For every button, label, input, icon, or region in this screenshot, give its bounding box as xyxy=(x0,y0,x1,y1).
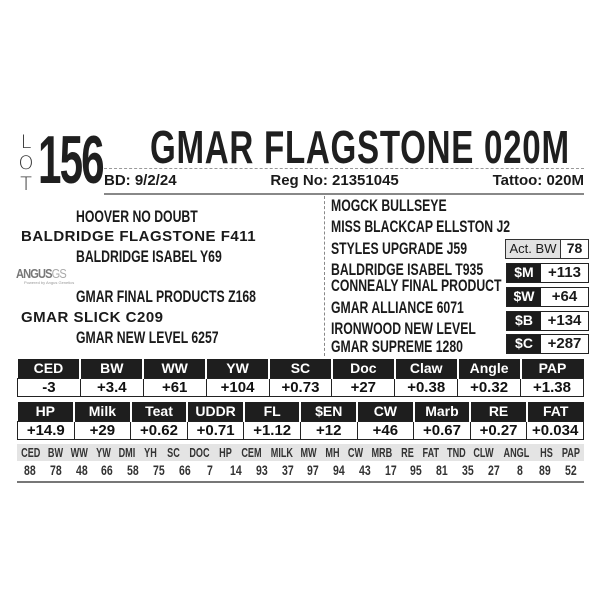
percentile-value: 58 xyxy=(127,462,139,478)
percentile-value: 37 xyxy=(281,462,294,478)
lot-letter-l: L xyxy=(20,131,32,153)
pedigree-right-7: IRONWOOD NEW LEVEL xyxy=(331,319,476,338)
percentile-header: CW xyxy=(347,445,363,460)
dollar-index-c xyxy=(506,334,589,354)
percentile-header: MW xyxy=(300,445,318,460)
percentile-value: 48 xyxy=(75,462,88,478)
info-divider xyxy=(104,193,584,195)
dollar-index-label: $W xyxy=(507,288,541,306)
percentile-value: 93 xyxy=(255,462,268,478)
percentile-value: 14 xyxy=(230,462,242,478)
percentile-header: FAT xyxy=(422,445,440,460)
animal-info-row xyxy=(104,170,584,192)
percentile-value: 8 xyxy=(516,462,523,478)
epd-header: RE xyxy=(470,402,527,422)
percentile-header: MRB xyxy=(370,445,392,460)
epd-header: BW xyxy=(80,359,143,379)
epd-header: CW xyxy=(357,402,414,422)
percentile-value: 97 xyxy=(307,462,320,478)
dollar-index-w xyxy=(506,287,589,307)
epd-value: +12 xyxy=(300,422,357,440)
pedigree-right-2: MISS BLACKCAP ELLSTON J2 xyxy=(331,217,511,236)
percentile-header: DOC xyxy=(189,445,210,460)
epd-header-row xyxy=(18,359,584,379)
percentile-value: 35 xyxy=(462,462,474,478)
pedigree-dam-sire: GMAR FINAL PRODUCTS Z168 xyxy=(76,287,256,306)
epd-header: $EN xyxy=(300,402,357,422)
title-divider xyxy=(104,168,584,169)
percentile-header: RE xyxy=(401,445,414,460)
percentile-value: 95 xyxy=(410,462,423,478)
angus-logo-tagline: Powered by Angus Genetics xyxy=(24,280,75,285)
pedigree-right-5: CONNEALY FINAL PRODUCT xyxy=(331,276,502,295)
lot-number: 156 xyxy=(38,122,103,198)
bottom-divider xyxy=(17,481,584,483)
tattoo: Tattoo: 020M xyxy=(492,172,584,189)
dollar-index-label: $B xyxy=(507,312,541,330)
dollar-index-value: +64 xyxy=(541,288,588,306)
dollar-index-m xyxy=(506,263,589,283)
epd-value: +27 xyxy=(332,379,395,397)
dollar-index-label: $C xyxy=(507,335,541,353)
epd-header: SC xyxy=(269,359,332,379)
angus-logo-text: ANGUSGS xyxy=(16,266,66,281)
epd-header: PAP xyxy=(521,359,584,379)
epd-header: FL xyxy=(244,402,301,422)
dollar-index-value: +287 xyxy=(541,335,588,353)
percentile-header: MH xyxy=(324,445,340,460)
percentile-header: HS xyxy=(540,445,553,460)
epd-header: WW xyxy=(143,359,206,379)
epd-value: +0.71 xyxy=(187,422,244,440)
epd-header: FAT xyxy=(527,402,584,422)
epd-header: Doc xyxy=(332,359,395,379)
dollar-index-value: +113 xyxy=(541,264,588,282)
epd-header: Milk xyxy=(74,402,131,422)
epd-value: +0.27 xyxy=(470,422,527,440)
percentile-value: 78 xyxy=(49,462,62,478)
actual-bw-value: 78 xyxy=(566,240,583,256)
epd-value: +61 xyxy=(143,379,206,397)
epd-value: +0.62 xyxy=(131,422,188,440)
registration-number: Reg No: 21351045 xyxy=(270,172,399,189)
pedigree-right-3: STYLES UPGRADE J59 xyxy=(331,239,468,258)
animal-name: GMAR FLAGSTONE 020M xyxy=(150,121,570,173)
pedigree-dam: GMAR SLICK C209 xyxy=(21,309,164,326)
percentile-header: CEM xyxy=(241,445,262,460)
percentile-header: WW xyxy=(71,445,89,460)
epd-header-row xyxy=(18,402,584,422)
pedigree-sire: BALDRIDGE FLAGSTONE F411 xyxy=(21,228,257,245)
percentile-header-row xyxy=(17,444,584,461)
epd-header: HP xyxy=(18,402,75,422)
percentile-header: YH xyxy=(144,445,157,460)
percentile-value: 88 xyxy=(24,462,36,478)
epd-value: +1.12 xyxy=(244,422,301,440)
percentile-header: SC xyxy=(167,445,180,460)
percentile-header: YW xyxy=(96,445,111,460)
epd-value: +0.38 xyxy=(395,379,458,397)
epd-value: +46 xyxy=(357,422,414,440)
epd-value: +0.67 xyxy=(414,422,471,440)
pedigree-right-1: MOGCK BULLSEYE xyxy=(331,196,447,215)
dollar-index-b xyxy=(506,311,589,331)
epd-header: CED xyxy=(18,359,81,379)
percentile-header: MILK xyxy=(270,445,293,460)
epd-value: -3 xyxy=(18,379,81,397)
angus-gs-logo xyxy=(16,265,75,287)
percentile-value: 75 xyxy=(152,462,165,478)
epd-value: +14.9 xyxy=(18,422,75,440)
pedigree-right-6: GMAR ALLIANCE 6071 xyxy=(331,298,464,317)
percentile-value: 66 xyxy=(178,462,191,478)
percentile-header: BW xyxy=(48,445,64,460)
percentile-value: 94 xyxy=(333,462,345,478)
percentile-header: DMI xyxy=(118,445,136,460)
lot-letter-o: O xyxy=(18,152,34,174)
percentile-value: 27 xyxy=(487,462,500,478)
epd-value: +1.38 xyxy=(521,379,584,397)
epd-header: Claw xyxy=(395,359,458,379)
epd-value: +0.73 xyxy=(269,379,332,397)
percentile-header: HP xyxy=(218,445,232,460)
percentile-value: 17 xyxy=(384,462,397,478)
percentile-value: 89 xyxy=(539,462,552,478)
actual-birth-weight xyxy=(505,239,589,259)
epd-value: +29 xyxy=(74,422,131,440)
percentile-header: PAP xyxy=(562,445,581,460)
epd-value-row xyxy=(18,422,584,440)
dollar-index-label: $M xyxy=(507,264,541,282)
epd-table-2 xyxy=(17,402,584,440)
pedigree-sire-dam: BALDRIDGE ISABEL Y69 xyxy=(76,247,222,266)
percentile-header: CLW xyxy=(473,445,494,460)
pedigree-right-8: GMAR SUPREME 1280 xyxy=(331,337,463,356)
pedigree-sire-sire: HOOVER NO DOUBT xyxy=(76,207,198,226)
epd-value: +0.32 xyxy=(458,379,521,397)
lot-letter-t: T xyxy=(20,173,32,195)
epd-value: +3.4 xyxy=(80,379,143,397)
pedigree-right-4: BALDRIDGE ISABEL T935 xyxy=(331,260,484,279)
percentile-value-row xyxy=(17,462,584,479)
epd-header: Angle xyxy=(458,359,521,379)
epd-value-row xyxy=(18,379,584,397)
epd-header: Marb xyxy=(414,402,471,422)
epd-header: YW xyxy=(206,359,269,379)
epd-value: +104 xyxy=(206,379,269,397)
epd-value: +0.034 xyxy=(527,422,584,440)
epd-table-1 xyxy=(17,359,584,397)
percentile-value: 52 xyxy=(565,462,577,478)
pedigree-divider xyxy=(324,196,325,356)
epd-header: Teat xyxy=(131,402,188,422)
lot-label xyxy=(16,132,36,195)
percentile-header: CED xyxy=(21,445,41,460)
percentile-value: 66 xyxy=(101,462,114,478)
percentile-value: 81 xyxy=(436,462,448,478)
percentile-value: 7 xyxy=(207,462,214,478)
percentile-header: TND xyxy=(446,445,466,460)
dollar-index-value: +134 xyxy=(541,312,588,330)
percentile-value: 43 xyxy=(358,462,371,478)
epd-header: UDDR xyxy=(187,402,244,422)
birth-date: BD: 9/2/24 xyxy=(104,172,177,189)
pedigree-dam-dam: GMAR NEW LEVEL 6257 xyxy=(76,328,219,347)
actual-bw-label: Act. BW xyxy=(506,240,561,258)
percentile-header: ANGL xyxy=(503,445,530,460)
